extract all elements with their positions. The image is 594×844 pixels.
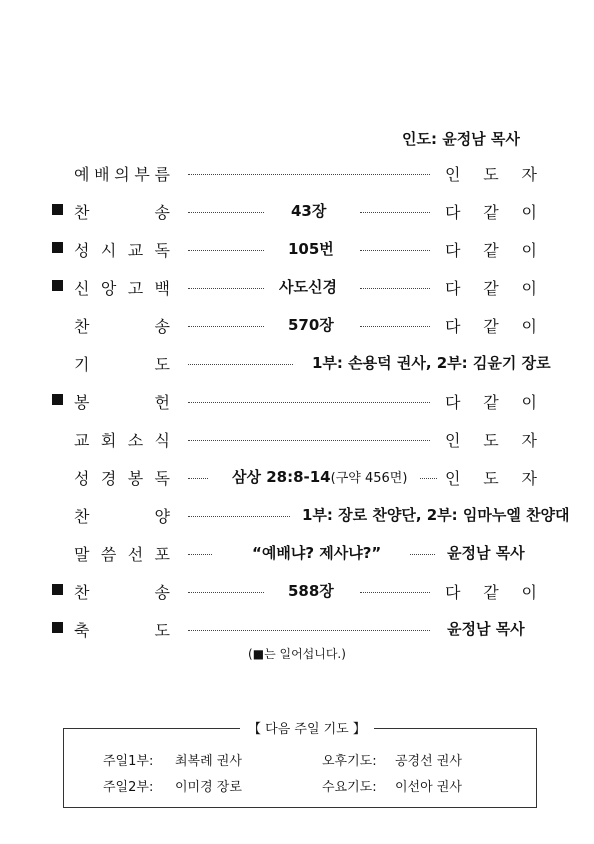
service-detail-text: 43장: [291, 202, 327, 220]
service-label: [74, 314, 170, 337]
service-row: [0, 618, 594, 642]
service-label: [74, 162, 170, 185]
prayer-role: 주일2부:: [103, 780, 154, 795]
spaced-character: 봉: [74, 393, 90, 412]
spaced-character: 같: [483, 279, 499, 298]
spaced-character: 다: [445, 317, 461, 336]
spaced-character: 독: [154, 469, 170, 488]
spaced-character: 다: [445, 279, 461, 298]
service-label: [74, 504, 170, 527]
spaced-character: 씀: [100, 545, 117, 564]
leader-dots: [188, 554, 212, 555]
service-detail: [252, 542, 381, 563]
service-responsible: [445, 466, 537, 489]
spaced-character: 자: [521, 165, 537, 184]
service-label: [74, 276, 170, 299]
service-detail: [232, 466, 407, 487]
spaced-character: 교: [127, 241, 144, 260]
spaced-character: 부: [134, 165, 150, 184]
leader-dots: [188, 250, 264, 251]
stand-marker-icon: [52, 280, 63, 291]
spaced-character: 회: [100, 431, 117, 450]
service-detail-text: 588장: [288, 582, 334, 600]
service-row: [0, 238, 594, 262]
prayer-name: 이미경 장로: [175, 780, 242, 795]
prayer-name: 공경선 권사: [395, 754, 462, 769]
service-label: [74, 200, 170, 223]
spaced-character: 봉: [127, 469, 144, 488]
spaced-character: 양: [154, 507, 170, 526]
service-label: [74, 618, 170, 641]
leader-dots: [188, 288, 264, 289]
leader-dots: [188, 174, 430, 175]
prayer-box-title: 【 다음 주일 기도 】: [240, 718, 374, 737]
worship-leader: 인도: 윤정남 목사: [402, 130, 520, 148]
service-responsible: 1부: 손용덕 권사, 2부: 김윤기 장로: [312, 354, 551, 372]
service-responsible: [445, 390, 537, 413]
service-row: [0, 276, 594, 300]
service-row: [0, 162, 594, 186]
spaced-character: 같: [483, 393, 499, 412]
spaced-character: 백: [154, 279, 170, 298]
service-detail-suffix: (구약 456면): [330, 471, 408, 486]
service-row: [0, 542, 594, 566]
spaced-character: 성: [74, 241, 90, 260]
service-detail: [288, 314, 334, 335]
leader-dots: [188, 478, 208, 479]
service-label: [74, 466, 170, 489]
service-row: [0, 504, 594, 528]
prayer-role: 주일1부:: [103, 754, 154, 769]
spaced-character: 배: [94, 165, 110, 184]
spaced-character: 인: [445, 469, 461, 488]
leader-dots: [360, 250, 430, 251]
spaced-character: 예: [74, 165, 90, 184]
spaced-character: 이: [521, 393, 537, 412]
service-row: [0, 314, 594, 338]
service-detail-text: 105번: [288, 240, 334, 258]
service-detail-text: 삼상 28:8-14: [232, 468, 331, 486]
leader-dots: [410, 554, 435, 555]
service-detail-text: 사도신경: [279, 278, 337, 296]
spaced-character: 기: [74, 355, 90, 374]
service-label: [74, 428, 170, 451]
service-detail-text: 570장: [288, 316, 334, 334]
service-row: [0, 466, 594, 490]
leader-dots: [188, 516, 290, 517]
service-responsible: [445, 200, 537, 223]
spaced-character: 인: [445, 431, 461, 450]
spaced-character: 도: [483, 431, 499, 450]
spaced-character: 이: [521, 279, 537, 298]
service-row: [0, 390, 594, 414]
stand-marker-icon: [52, 204, 63, 215]
spaced-character: 축: [74, 621, 90, 640]
stand-marker-icon: [52, 584, 63, 595]
service-label: [74, 352, 170, 375]
service-detail: [291, 200, 326, 221]
spaced-character: 고: [127, 279, 144, 298]
spaced-character: 같: [483, 317, 499, 336]
spaced-character: 다: [445, 203, 461, 222]
service-responsible: [445, 276, 537, 299]
service-responsible: [445, 314, 537, 337]
spaced-character: 포: [154, 545, 170, 564]
spaced-character: 교: [74, 431, 90, 450]
service-responsible: [445, 162, 537, 185]
spaced-character: 인: [445, 165, 461, 184]
spaced-character: 말: [74, 545, 90, 564]
stand-marker-icon: [52, 242, 63, 253]
leader-dots: [360, 212, 430, 213]
leader-dots: [188, 326, 264, 327]
spaced-character: 자: [521, 431, 537, 450]
spaced-character: 찬: [74, 203, 90, 222]
spaced-character: 이: [521, 203, 537, 222]
spaced-character: 자: [521, 469, 537, 488]
spaced-character: 송: [154, 317, 170, 336]
spaced-character: 같: [483, 241, 499, 260]
leader-dots: [188, 592, 264, 593]
spaced-character: 이: [521, 317, 537, 336]
spaced-character: 시: [100, 241, 117, 260]
service-row: [0, 428, 594, 452]
leader-dots: [188, 630, 430, 631]
service-label: [74, 238, 170, 261]
service-detail: [279, 276, 337, 297]
spaced-character: 성: [74, 469, 90, 488]
spaced-character: 헌: [154, 393, 170, 412]
leader-dots: [360, 592, 430, 593]
spaced-character: 다: [445, 241, 461, 260]
spaced-character: 이: [521, 241, 537, 260]
spaced-character: 독: [154, 241, 170, 260]
spaced-character: 같: [483, 203, 499, 222]
service-responsible: 윤정남 목사: [447, 544, 525, 562]
spaced-character: 같: [483, 583, 499, 602]
service-detail: [288, 238, 334, 259]
spaced-character: 식: [154, 431, 170, 450]
service-row: [0, 352, 594, 376]
spaced-character: 도: [483, 165, 499, 184]
spaced-character: 찬: [74, 507, 90, 526]
spaced-character: 도: [154, 355, 170, 374]
leader-dots: [360, 326, 430, 327]
leader-dots: [420, 478, 437, 479]
service-responsible: 1부: 장로 찬양단, 2부: 임마누엘 찬양대: [302, 506, 570, 524]
spaced-character: 소: [127, 431, 144, 450]
service-row: [0, 580, 594, 604]
prayer-name: 이선아 권사: [395, 780, 462, 795]
service-row: [0, 200, 594, 224]
leader-dots: [360, 288, 430, 289]
service-detail: [288, 580, 334, 601]
spaced-character: 앙: [100, 279, 117, 298]
spaced-character: 선: [127, 545, 144, 564]
spaced-character: 송: [154, 583, 170, 602]
spaced-character: 신: [74, 279, 90, 298]
spaced-character: 경: [100, 469, 117, 488]
spaced-character: 름: [154, 165, 170, 184]
service-responsible: 윤정남 목사: [447, 620, 525, 638]
stand-marker-icon: [52, 622, 63, 633]
spaced-character: 다: [445, 393, 461, 412]
spaced-character: 찬: [74, 583, 90, 602]
spaced-character: 다: [445, 583, 461, 602]
service-label: [74, 542, 170, 565]
service-label: [74, 580, 170, 603]
spaced-character: 의: [114, 165, 130, 184]
leader-dots: [188, 364, 293, 365]
leader-dots: [188, 402, 430, 403]
prayer-role: 오후기도:: [322, 754, 377, 769]
service-responsible: [445, 428, 537, 451]
spaced-character: 송: [154, 203, 170, 222]
prayer-role: 수요기도:: [322, 780, 377, 795]
service-detail-text: “예배냐? 제사냐?”: [252, 544, 382, 562]
leader-dots: [188, 440, 430, 441]
service-responsible: [445, 580, 537, 603]
service-responsible: [445, 238, 537, 261]
spaced-character: 찬: [74, 317, 90, 336]
spaced-character: 도: [483, 469, 499, 488]
spaced-character: 도: [154, 621, 170, 640]
prayer-name: 최복례 권사: [175, 754, 242, 769]
leader-dots: [188, 212, 264, 213]
stand-marker-icon: [52, 394, 63, 405]
standing-note: (■는 일어섭니다.): [248, 647, 346, 661]
service-label: [74, 390, 170, 413]
spaced-character: 이: [521, 583, 537, 602]
